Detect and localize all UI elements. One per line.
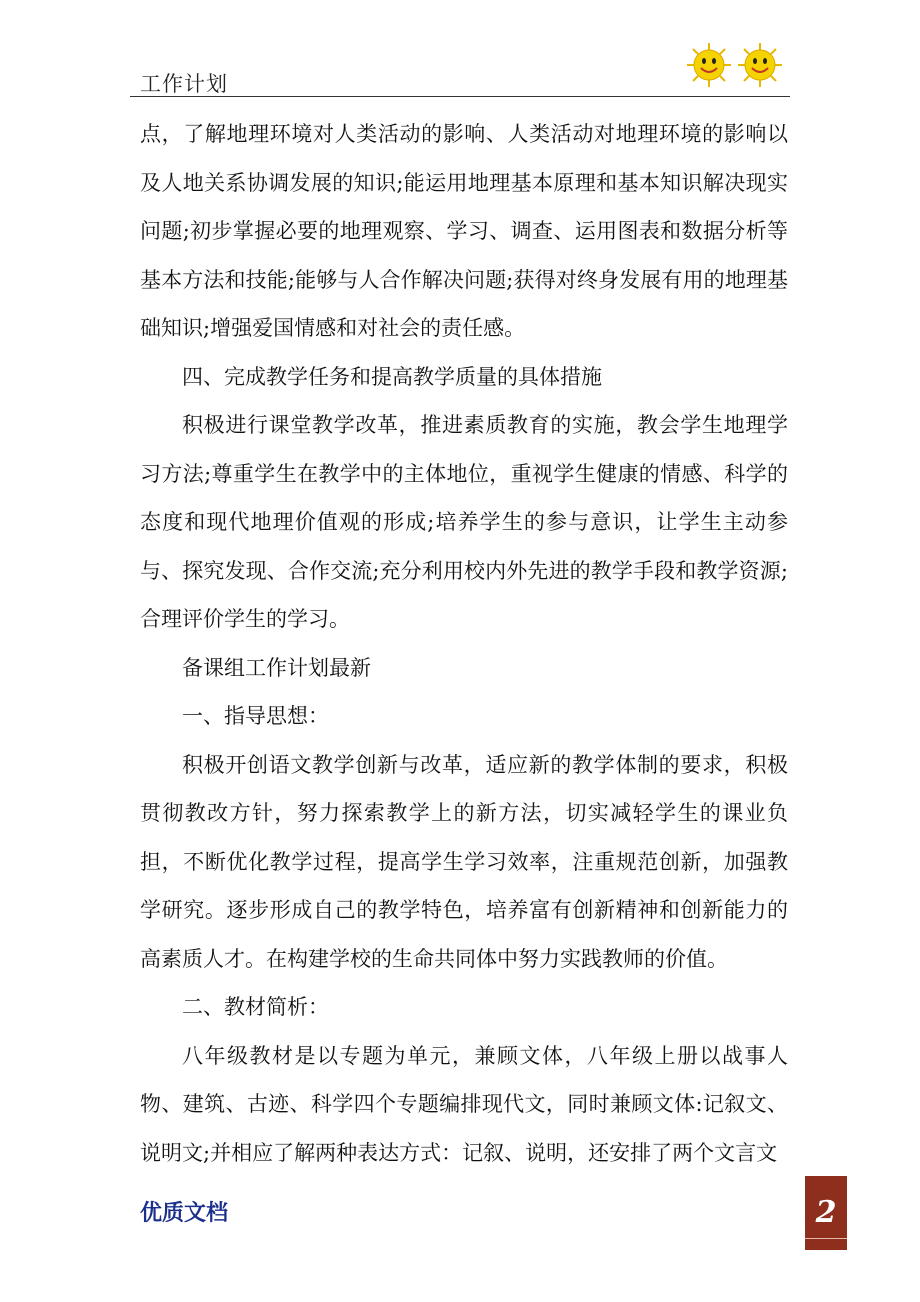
section-heading: 一、指导思想： xyxy=(182,704,329,728)
paragraph: 积极开创语文教学创新与改革，适应新的教学体制的要求，积极贯彻教改方针，努力探索教学上的新方法，切实减轻学生的课业负担，不断优化教学过程，提高学生学习效率，注重规范创新，加强教学研究。逐步形成自己的教学特色，培养富有创新精神和创新能力的高素质人才。在构建学校的生命共同体中努力实践教师的价值。 xyxy=(140,752,788,971)
section-heading: 二、教材简析： xyxy=(182,995,329,1019)
section-heading: 四、完成教学任务和提高教学质量的具体措施 xyxy=(182,364,602,389)
smiley-icon xyxy=(737,42,783,88)
page-number-badge: 2 xyxy=(805,1176,847,1250)
document-title: 备课组工作计划最新 xyxy=(182,655,371,680)
paragraph: 积极进行课堂教学改革，推进素质教育的实施，教会学生地理学习方法;尊重学生在教学中的主体地位，重视学生健康的情感、科学的态度和现代地理价值观的形成;培养学生的参与意识，让学生主动参与、探究发现、合作交流;充分利用校内外先进的教学手段和教学资源;合理评价学生的学习。 xyxy=(140,413,788,631)
header-title: 工作计划 xyxy=(140,72,228,96)
header-divider xyxy=(130,96,790,97)
footer-brand: 优质文档 xyxy=(140,1201,229,1226)
document-body xyxy=(140,110,788,1177)
paragraph: 八年级教材是以专题为单元，兼顾文体，八年级上册以战事人物、建筑、古迹、科学四个专题编排现代文，同时兼顾文体:记叙文、说明文;并相应了解两种表达方式：记叙、说明，还安排了两个文言文 xyxy=(140,1043,788,1165)
smiley-icon xyxy=(686,42,732,88)
paragraph: 点，了解地理环境对人类活动的影响、人类活动对地理环境的影响以及人地关系协调发展的知识;能运用地理基本原理和基本知识解决现实问题;初步掌握必要的地理观察、学习、调查、运用图表和数据分析等基本方法和技能;能够与人合作解决问题;获得对终身发展有用的地理基础知识;增强爱国情感和对社会的责任感。 xyxy=(140,122,788,340)
